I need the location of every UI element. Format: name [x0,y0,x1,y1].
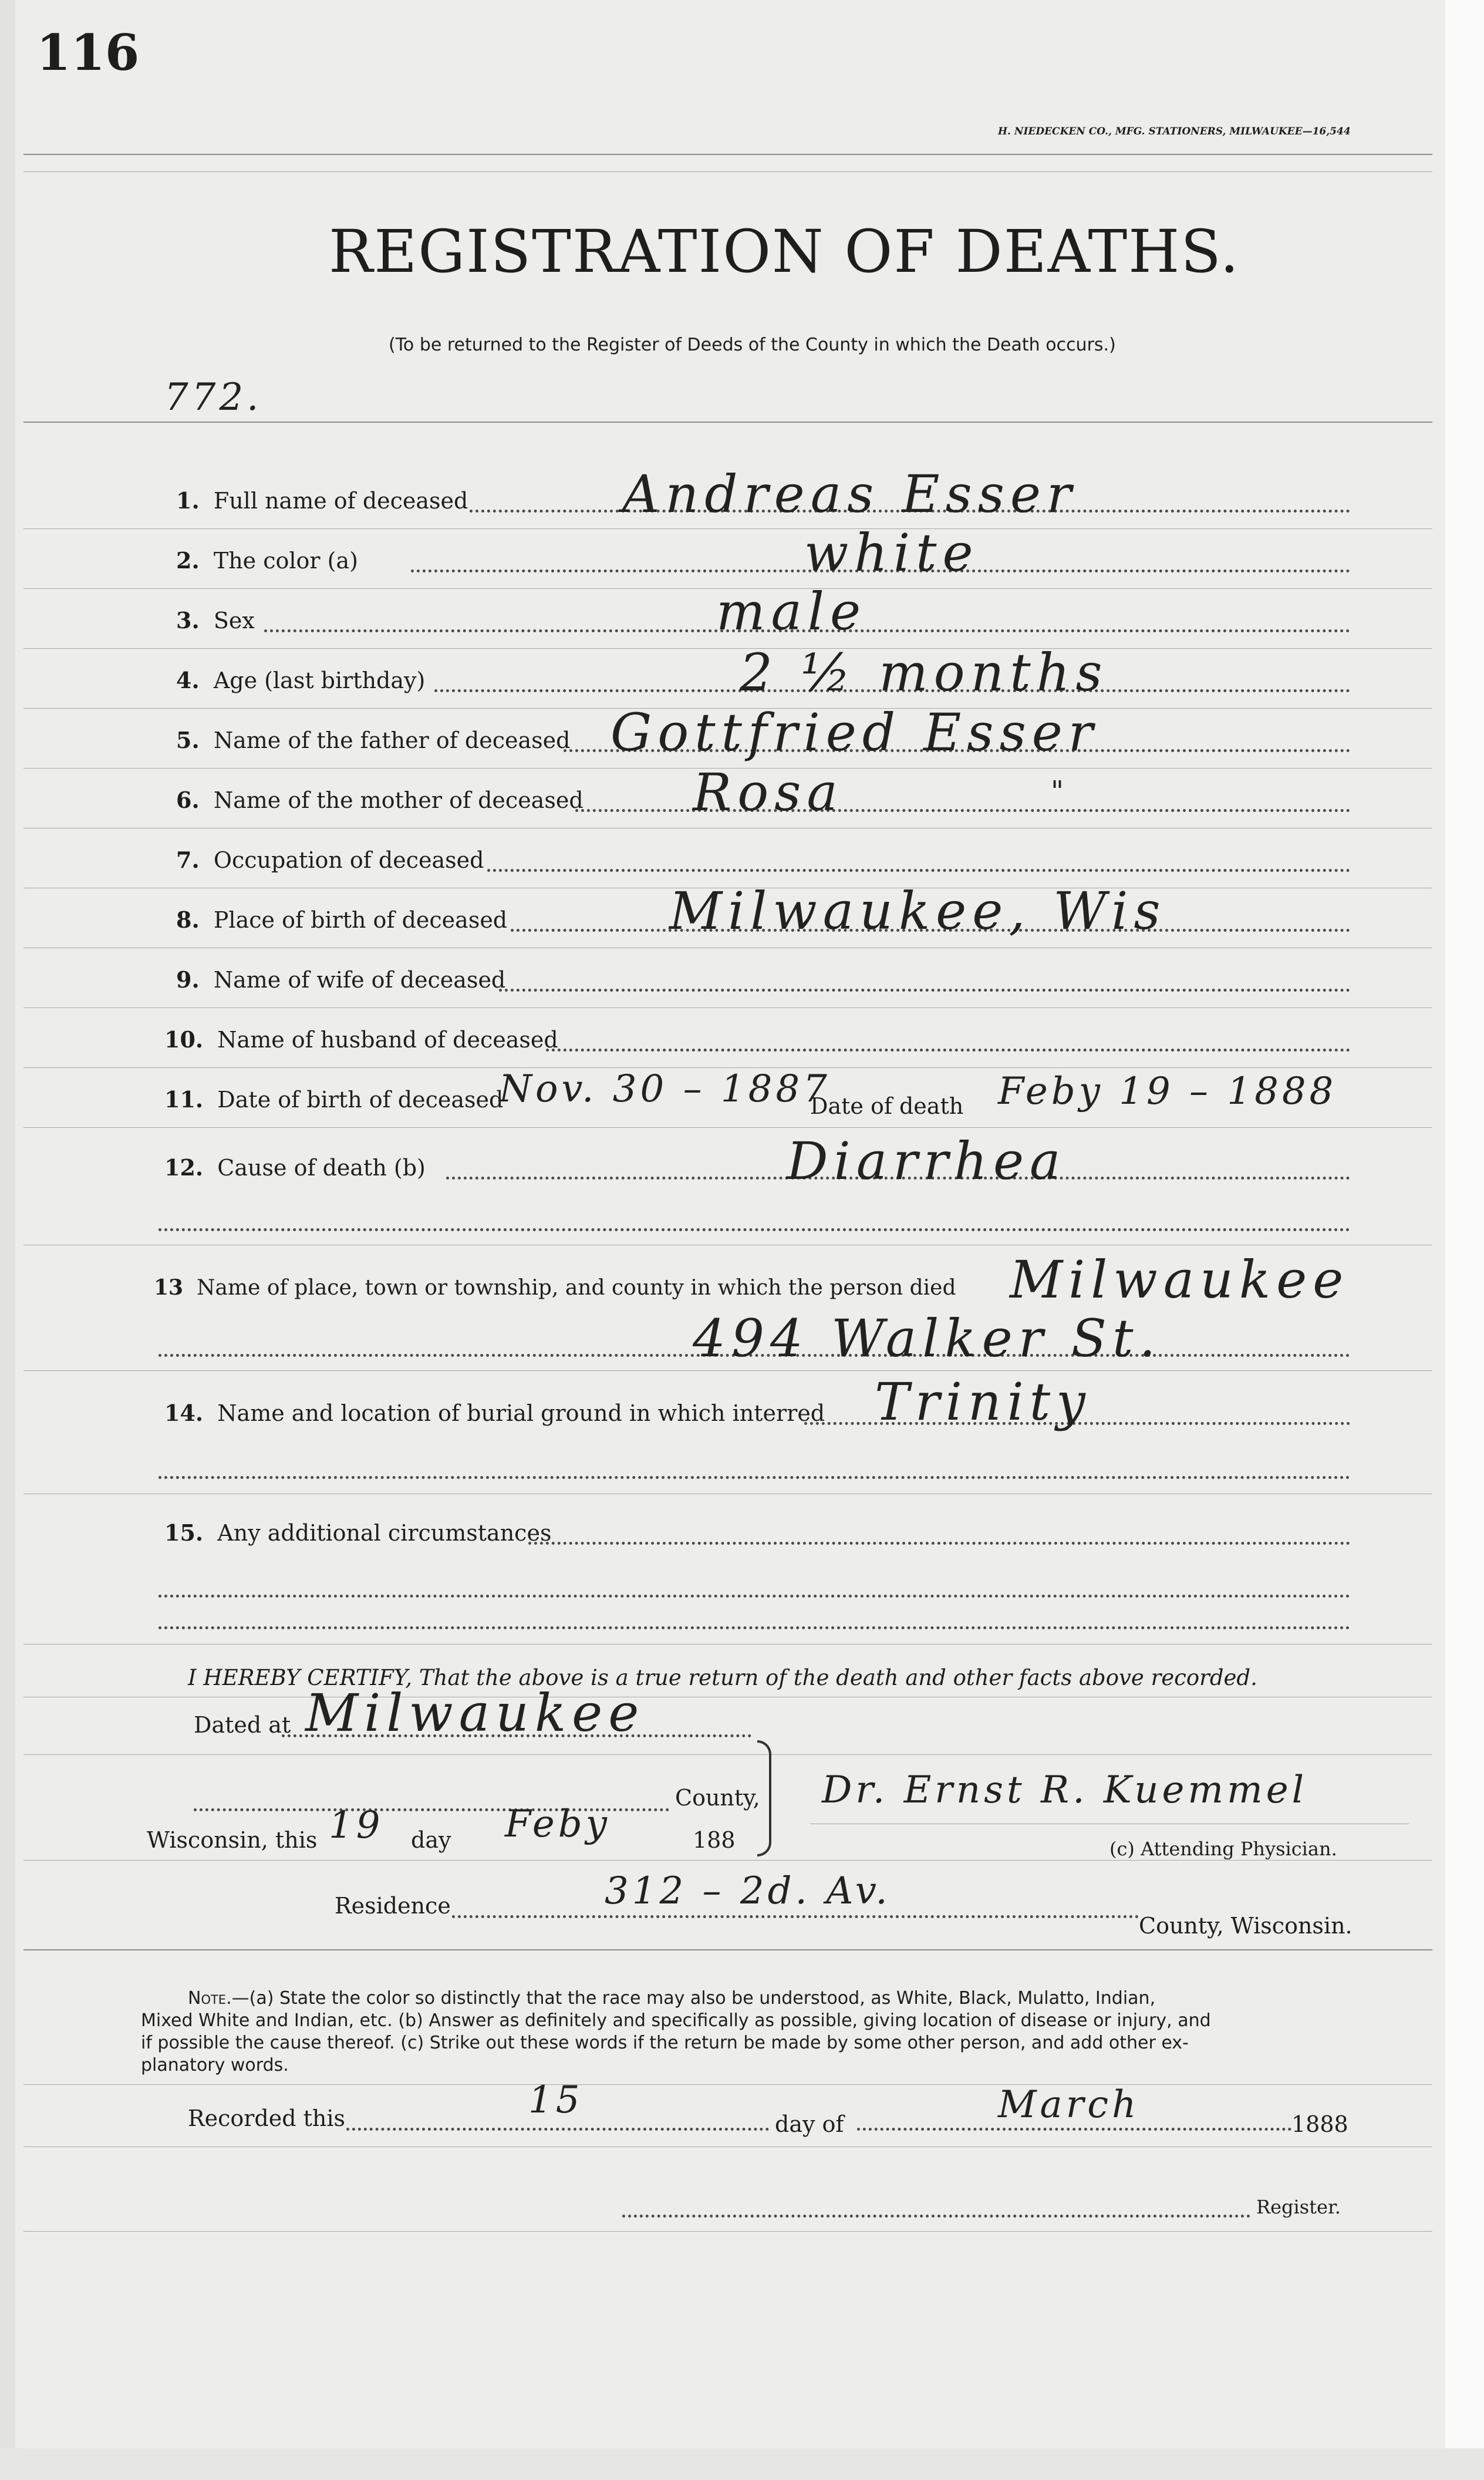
field-15-additional-circumstances: 15. Any additional circumstances [164,1519,552,1546]
field-7-dotline [487,869,1350,872]
recorded-label: Recorded this [188,2105,346,2131]
note-line-4: planatory words. [141,2055,289,2075]
field-13-value-line2: 494 Walker St. [693,1308,1162,1369]
note-line-3: if possible the cause thereof. (c) Strike out these words if the return be made by some other person, and add other ex- [141,2033,1189,2053]
header-rule [23,154,1432,155]
residence-rule [23,1949,1432,1950]
field-12-cause-of-death: 12. Cause of death (b) [164,1154,426,1181]
field-3-value: male [716,581,867,642]
note-rule [23,2084,1432,2085]
scan-edge-right [1445,0,1484,2480]
signature-brace [757,1740,771,1856]
field-5-father: 5. Name of the father of deceased [176,727,571,753]
field-11-birth-value: Nov. 30 – 1887 [499,1067,831,1111]
field-2-value: white [804,523,979,583]
residence-label: Residence [335,1893,451,1919]
field-15-dotline-2 [158,1595,1350,1598]
field-2-color: 2. The color (a) [176,547,358,574]
year-label: 188 [693,1827,736,1853]
field-8-value: Milwaukee, Wis [669,881,1166,941]
month-value: Feby [505,1802,611,1846]
field-11-date-of-death-label: Date of death [810,1093,964,1119]
scan-edge-bottom [0,2448,1484,2480]
field-7-occupation: 7. Occupation of deceased [176,847,484,873]
field-14-burial-ground: 14. Name and location of burial ground in which interred [164,1400,825,1426]
form-title: REGISTRATION OF DEATHS. [329,217,1240,286]
dated-at-value: Milwaukee [305,1683,645,1743]
field-5-value: Gottfried Esser [611,702,1099,763]
field-8-place-of-birth: 8. Place of birth of deceased [176,907,508,933]
record-rule [23,422,1432,423]
field-3-sex: 3. Sex [176,607,255,634]
field-15-dotline [528,1542,1350,1545]
field-6-value: Rosa [693,762,844,823]
field-4-age: 4. Age (last birthday) [176,667,426,693]
field-15-dotline-3 [158,1626,1350,1629]
residence-suffix: County, Wisconsin. [1139,1913,1353,1939]
residence-value: 312 – 2d. Av. [605,1869,891,1913]
register-label: Register. [1256,2196,1341,2218]
dated-rule [23,1754,1432,1755]
recorded-month-value: March [998,2083,1140,2127]
corner-page-number: 116 [36,23,140,82]
field-15-rule [23,1644,1432,1645]
field-1-value: Andreas Esser [622,464,1078,524]
field-12-value: Diarrhea [787,1131,1067,1191]
field-1-full-name: 1. Full name of deceased [176,487,468,514]
certification-statement: I HEREBY CERTIFY, That the above is a true return of the death and other facts above recorded. [188,1665,1257,1690]
field-10-dotline [546,1049,1350,1052]
form-subtitle: (To be returned to the Register of Deeds of the County in which the Death occurs.) [389,335,1116,355]
field-3-rule [23,648,1432,649]
record-number: 772. [164,376,262,419]
register-rule [23,2231,1432,2232]
physician-signature: Dr. Ernst R. Kuemmel [822,1768,1308,1812]
day-label: day [411,1827,451,1853]
recorded-year: 1888 [1291,2111,1348,2137]
note-line-2: Mixed White and Indian, etc. (b) Answer as definitely and specifically as possible, giving location of disease or injury, and [141,2010,1211,2031]
wisconsin-rule [23,1860,1432,1861]
recorded-dotline-1 [346,2128,769,2131]
note-line-1: Note.—(a) State the color so distinctly that the race may also be understood, as White, Black, Mulatto, Indian, [188,1988,1156,2009]
printer-imprint: H. NIEDECKEN CO., MFG. STATIONERS, MILWAUKEE—16,544 [998,126,1351,137]
physician-label: (c) Attending Physician. [1109,1838,1337,1860]
register-dotline [622,2215,1250,2218]
field-11-death-value: Feby 19 – 1888 [998,1070,1337,1113]
field-13-value: Milwaukee [1010,1249,1350,1310]
field-14-dotline-2 [158,1476,1350,1479]
field-11-date-of-birth: 11. Date of birth of deceased [164,1086,504,1113]
field-4-value: 2 ½ months [740,642,1108,703]
dated-at-label: Dated at [194,1712,291,1738]
field-6-dotline [575,809,1350,812]
field-12-dotline-2 [158,1228,1350,1231]
day-of-label: day of [775,2111,844,2137]
residence-dotline [452,1915,1139,1918]
county-label: County, [675,1785,760,1811]
day-value: 19 [329,1804,384,1847]
recorded-dotline-2 [857,2128,1291,2131]
field-10-husband: 10. Name of husband of deceased [164,1026,558,1053]
field-6-mother: 6. Name of the mother of deceased [176,787,584,813]
recorded-day-value: 15 [528,2078,584,2122]
field-9-wife: 9. Name of wife of deceased [176,966,506,993]
field-9-dotline [499,989,1350,992]
field-6-ditto-mark: " [1051,775,1064,808]
wisconsin-this-label: Wisconsin, this [147,1827,318,1853]
field-13-rule [23,1370,1432,1371]
scan-edge-left [0,0,15,2480]
header-rule-2 [23,171,1432,172]
field-13-place-of-death: 13 Name of place, town or township, and county in which the person died [154,1275,956,1300]
field-14-value: Trinity [875,1372,1091,1432]
field-11-rule [23,1127,1432,1128]
field-1-rule [23,528,1432,529]
